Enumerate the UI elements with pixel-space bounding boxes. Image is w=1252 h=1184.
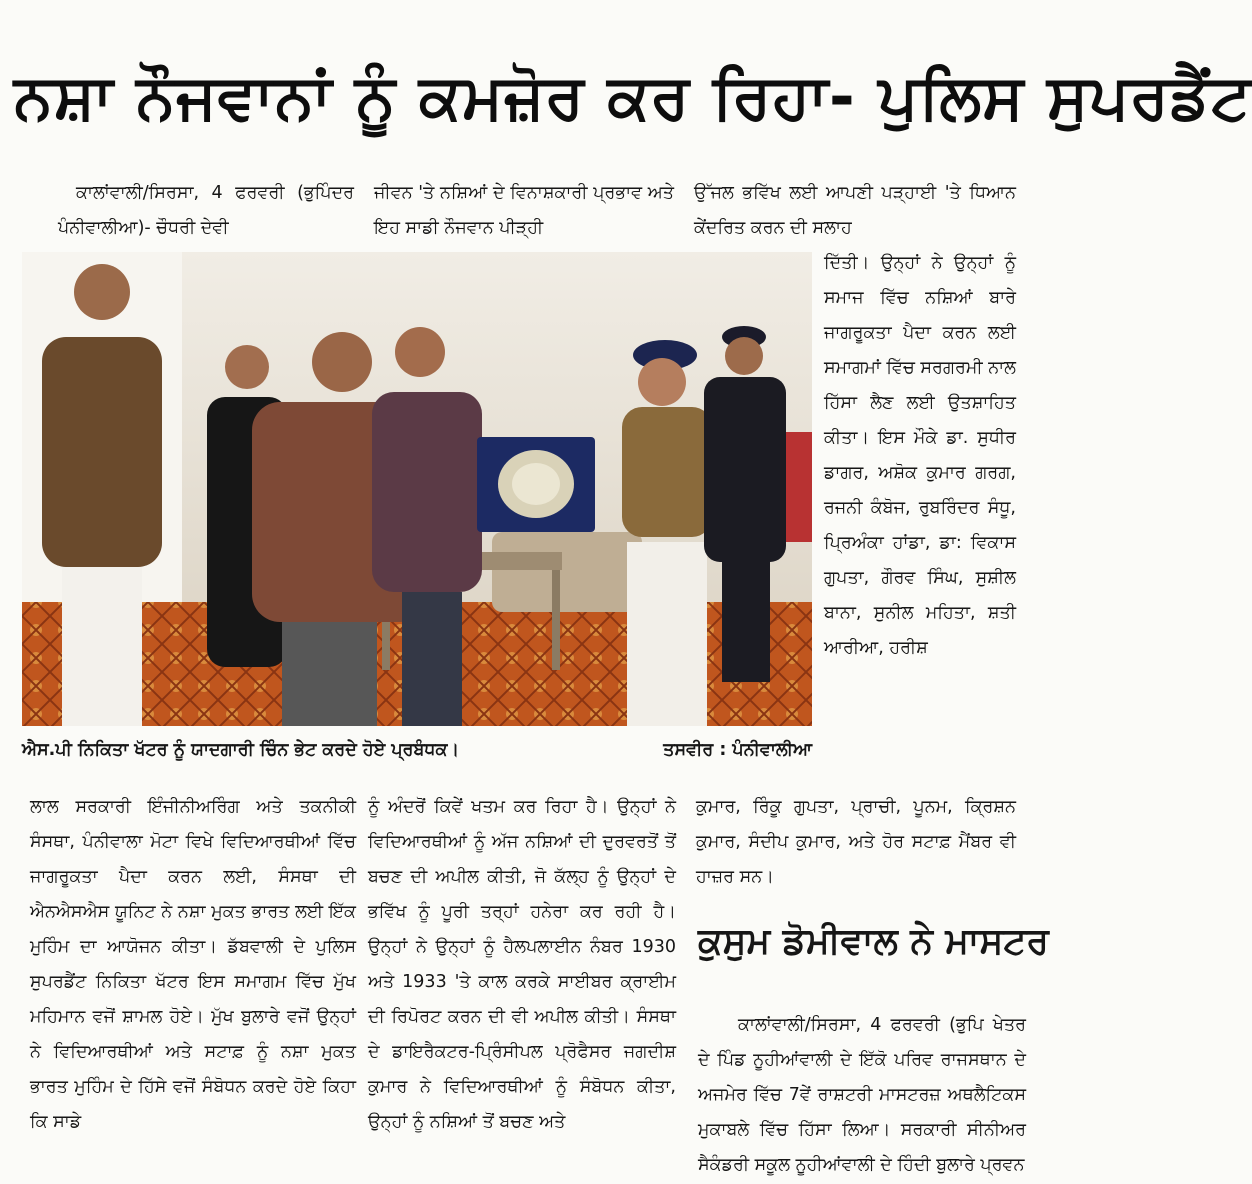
second-story-headline: ਕੁਸੁਮ ਡੋਮੀਵਾਲ ਨੇ ਮਾਸਟਰ <box>698 921 1049 962</box>
article-text: ਕਾਲਾਂਵਾਲੀ/ਸਿਰਸਾ, 4 ਫਰਵਰੀ (ਭੁਪਿੰਦਰ ਪੰਨੀਵਾਲੀਆ)- ਚੌਧਰੀ ਦੇਵੀ <box>58 183 354 238</box>
article-col3-bottom <box>696 790 1016 896</box>
memento-plaque <box>477 437 595 532</box>
article-text: ਨੂੰ ਅੰਦਰੋਂ ਕਿਵੇਂ ਖਤਮ ਕਰ ਰਿਹਾ ਹੈ। ਉਨ੍ਹਾਂ ਨੇ ਵਿਦਿਆਰਥੀਆਂ ਨੂੰ ਅੱਜ ਨਸ਼ਿਆਂ ਦੀ ਦੁਰਵਰਤੋਂ ਤੋਂ ਬਚਣ ਦੀ ਅਪੀਲ ਕੀਤੀ, ਜੋ ਕੱਲ੍ਹ ਨੂੰ ਉਨ੍ਹਾਂ ਦੇ ਭਵਿੱਖ ਨੂੰ ਪੂਰੀ ਤਰ੍ਹਾਂ ਹਨੇਰਾ ਕਰ ਰਹੀ ਹੈ। ਉਨ੍ਹਾਂ ਨੇ ਉਨ੍ਹਾਂ ਨੂੰ ਹੈਲਪਲਾਈਨ ਨੰਬਰ 1930 ਅਤੇ 1933 'ਤੇ ਕਾਲ ਕਰਕੇ ਸਾਈਬਰ ਕ੍ਰਾਈਮ ਦੀ ਰਿਪੋਰਟ ਕਰਨ ਦੀ ਵੀ ਅਪੀਲ ਕੀਤੀ। ਸੰਸਥਾ ਦੇ ਡਾਇਰੈਕਟਰ-ਪ੍ਰਿੰਸੀਪਲ ਪ੍ਰੋਫੈਸਰ ਜਗਦੀਸ਼ ਕੁਮਾਰ ਨੇ ਵਿਦਿਆਰਥੀਆਂ ਨੂੰ ਸੰਬੋਧਨ ਕੀਤਾ, ਉਨ੍ਹਾਂ ਨੂੰ ਨਸ਼ਿਆਂ ਤੋਂ ਬਚਣ ਅਤੇ <box>368 797 676 1132</box>
article-col1-bottom <box>30 790 356 1184</box>
caption-text: ਐਸ.ਪੀ ਨਿਕਿਤਾ ਖੱਟਰ ਨੂੰ ਯਾਦਗਾਰੀ ਚਿੰਨ ਭੇਟ ਕਰਦੇ ਹੋਏ ਪ੍ਰਬੰਧਕ। <box>22 740 460 760</box>
article-text: ਉੱਜਲ ਭਵਿੱਖ ਲਈ ਆਪਣੀ ਪੜ੍ਹਾਈ 'ਤੇ ਧਿਆਨ ਕੇਂਦਰਿਤ ਕਰਨ ਦੀ ਸਲਾਹ <box>694 183 1016 238</box>
article-col2-bottom <box>368 790 676 1184</box>
photo-illustration <box>22 252 812 726</box>
headline: ਨਸ਼ਾ ਨੌਜਵਾਨਾਂ ਨੂੰ ਕਮਜ਼ੋਰ ਕਰ ਰਿਹਾ- ਪੁਲਿਸ ਸੁਪਰਡੈਂਟ <box>14 60 1252 133</box>
photo-caption <box>22 733 812 767</box>
article-col2-top <box>374 176 674 248</box>
second-story-body <box>698 1008 1026 1184</box>
article-text: ਕਾਲਾਂਵਾਲੀ/ਸਿਰਸਾ, 4 ਫਰਵਰੀ (ਭੁਪਿ ਖੇਤਰ ਦੇ ਪਿੰਡ ਨੂਹੀਆਂਵਾਲੀ ਦੇ ਇੱਕੋ ਪਰਿਵ ਰਾਜਸਥਾਨ ਦੇ ਅਜਮੇਰ ਵਿੱਚ 7ਵੇਂ ਰਾਸ਼ਟਰੀ ਮਾਸਟਰਜ਼ ਅਥਲੈਟਿਕਸ ਮੁਕਾਬਲੇ ਵਿੱਚ ਹਿੱਸਾ ਲਿਆ। ਸਰਕਾਰੀ ਸੀਨੀਅਰ ਸੈਕੰਡਰੀ ਸਕੂਲ ਨੂਹੀਆਂਵਾਲੀ ਦੇ ਹਿੰਦੀ ਬੁਲਾਰੇ ਪ੍ਰਵਨ <box>698 1015 1026 1175</box>
article-text: ਜੀਵਨ 'ਤੇ ਨਸ਼ਿਆਂ ਦੇ ਵਿਨਾਸ਼ਕਾਰੀ ਪ੍ਰਭਾਵ ਅਤੇ ਇਹ ਸਾਡੀ ਨੌਜਵਾਨ ਪੀੜ੍ਹੀ <box>374 183 674 238</box>
article-text: ਕੁਮਾਰ, ਰਿੰਕੂ ਗੁਪਤਾ, ਪ੍ਰਾਚੀ, ਪੂਨਮ, ਕ੍ਰਿਸ਼ਨ ਕੁਮਾਰ, ਸੰਦੀਪ ਕੁਮਾਰ, ਅਤੇ ਹੋਰ ਸਟਾਫ਼ ਮੈਂਬਰ ਵੀ ਹਾਜ਼ਰ ਸਨ। <box>696 797 1016 887</box>
article-col1-top <box>58 176 354 248</box>
article-col3-side <box>824 246 1016 790</box>
news-photo <box>22 252 812 726</box>
article-text: ਦਿੱਤੀ। ਉਨ੍ਹਾਂ ਨੇ ਉਨ੍ਹਾਂ ਨੂੰ ਸਮਾਜ ਵਿੱਚ ਨਸ਼ਿਆਂ ਬਾਰੇ ਜਾਗਰੂਕਤਾ ਪੈਦਾ ਕਰਨ ਲਈ ਸਮਾਗਮਾਂ ਵਿੱਚ ਸਰਗਰਮੀ ਨਾਲ ਹਿੱਸਾ ਲੈਣ ਲਈ ਉਤਸ਼ਾਹਿਤ ਕੀਤਾ। ਇਸ ਮੌਕੇ ਡਾ. ਸੁਧੀਰ ਡਾਗਰ, ਅਸ਼ੋਕ ਕੁਮਾਰ ਗਰਗ, ਰਜਨੀ ਕੰਬੋਜ, ਰੁਬਰਿੰਦਰ ਸੰਧੂ, ਪ੍ਰਿਅੰਕਾ ਹਾਂਡਾ, ਡਾ: ਵਿਕਾਸ ਗੁਪਤਾ, ਗੌਰਵ ਸਿੰਘ, ਸੁਸ਼ੀਲ ਬਾਨਾ, ਸੁਨੀਲ ਮਹਿਤਾ, ਸ਼ਤੀ ਆਰੀਆ, ਹਰੀਸ਼ <box>824 253 1016 658</box>
article-col3-top <box>694 176 1016 248</box>
photo-credit: ਤਸਵੀਰ : ਪੰਨੀਵਾਲੀਆ <box>663 740 812 760</box>
article-text: ਲਾਲ ਸਰਕਾਰੀ ਇੰਜੀਨੀਅਰਿੰਗ ਅਤੇ ਤਕਨੀਕੀ ਸੰਸਥਾ, ਪੰਨੀਵਾਲਾ ਮੋਟਾ ਵਿਖੇ ਵਿਦਿਆਰਥੀਆਂ ਵਿੱਚ ਜਾਗਰੂਕਤਾ ਪੈਦਾ ਕਰਨ ਲਈ, ਸੰਸਥਾ ਦੀ ਐਨਐਸਐਸ ਯੂਨਿਟ ਨੇ ਨਸ਼ਾ ਮੁਕਤ ਭਾਰਤ ਲਈ ਇੱਕ ਮੁਹਿੰਮ ਦਾ ਆਯੋਜਨ ਕੀਤਾ। ਡੱਬਵਾਲੀ ਦੇ ਪੁਲਿਸ ਸੁਪਰਡੈਂਟ ਨਿਕਿਤਾ ਖੱਟਰ ਇਸ ਸਮਾਗਮ ਵਿੱਚ ਮੁੱਖ ਮਹਿਮਾਨ ਵਜੋਂ ਸ਼ਾਮਲ ਹੋਏ। ਮੁੱਖ ਬੁਲਾਰੇ ਵਜੋਂ ਉਨ੍ਹਾਂ ਨੇ ਵਿਦਿਆਰਥੀਆਂ ਅਤੇ ਸਟਾਫ਼ ਨੂੰ ਨਸ਼ਾ ਮੁਕਤ ਭਾਰਤ ਮੁਹਿੰਮ ਦੇ ਹਿੱਸੇ ਵਜੋਂ ਸੰਬੋਧਨ ਕਰਦੇ ਹੋਏ ਕਿਹਾ ਕਿ ਸਾਡੇ <box>30 797 356 1132</box>
